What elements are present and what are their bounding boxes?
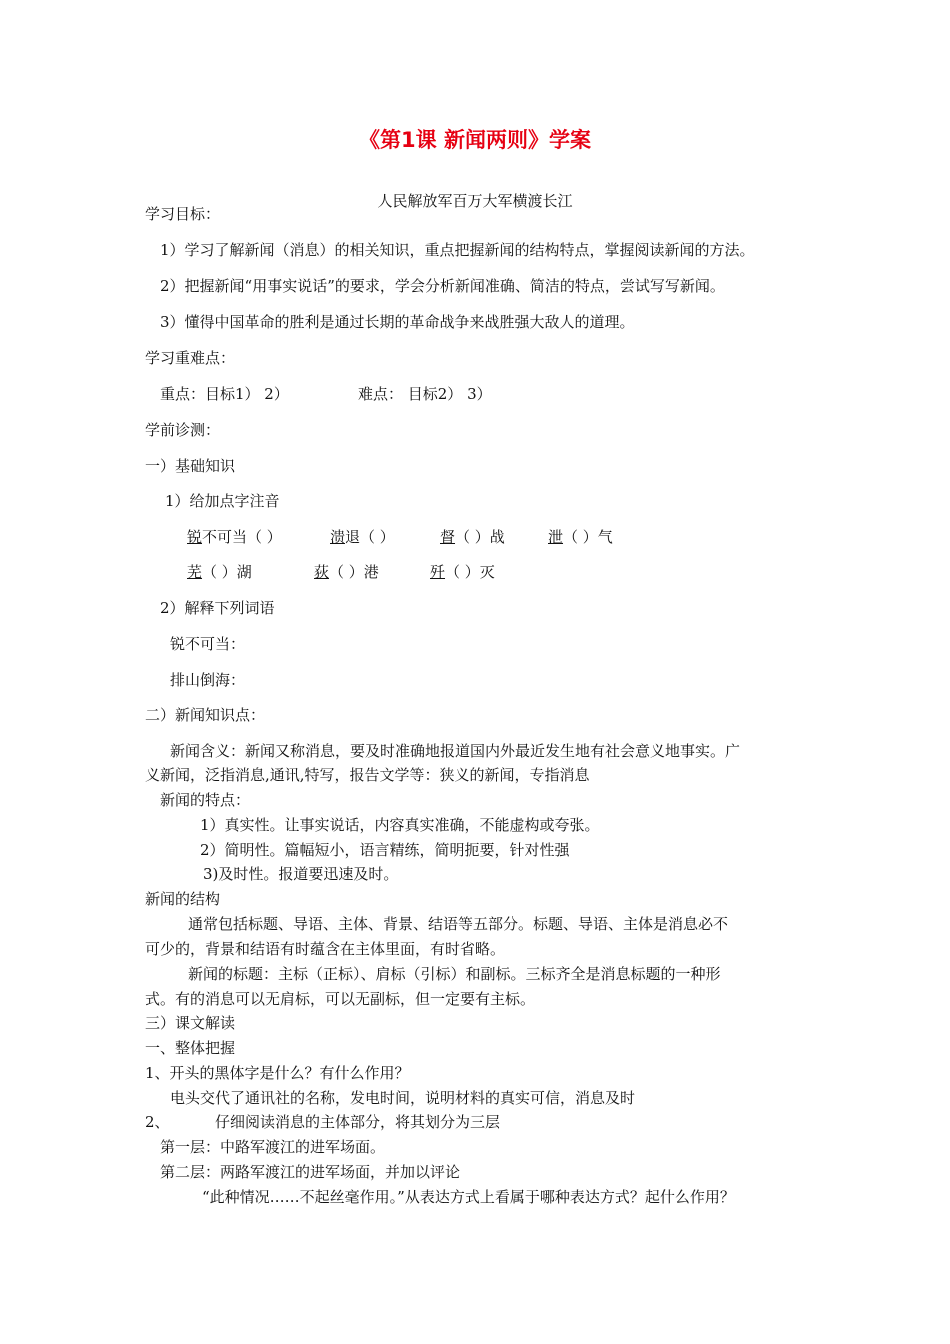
question-3: “此种情况……不起丝毫作用。”从表达方式上看属于哪种表达方式？起什么作用？: [202, 1188, 735, 1206]
dotted-char: 督: [440, 528, 456, 546]
dotted-char: 锐: [187, 528, 203, 546]
goal-item: 2）把握新闻“用事实说话”的要求，学会分析新闻准确、简洁的特点，尝试写写新闻。: [160, 277, 725, 295]
difficult-point: 难点： 目标2） 3）: [358, 385, 492, 403]
document-title: 《第1课 新闻两则》学案: [359, 128, 591, 152]
reading-heading: 三）课文解读: [145, 1014, 236, 1032]
pinyin-item: 歼（ ）灭: [430, 563, 495, 581]
key-points-heading: 学习重难点：: [145, 349, 236, 367]
pinyin-heading: 1）给加点字注音: [165, 492, 280, 510]
basic-knowledge-heading: 一）基础知识: [145, 457, 236, 475]
question-2: 仔细阅读消息的主体部分，将其划分为三层: [215, 1113, 501, 1131]
structure-text: 可少的，背景和结语有时蕴含在主体里面，有时省略。: [145, 940, 506, 958]
features-heading: 新闻的特点：: [160, 791, 251, 809]
headline-text: 新闻的标题：主标（正标）、肩标（引标）和副标。三标齐全是消息标题的一种形: [188, 965, 721, 983]
layer-2: 第二层：两路军渡江的进军场面，并加以评论: [160, 1163, 461, 1181]
news-definition: 义新闻，泛指消息,通讯,特写，报告文学等：狭义的新闻，专指消息: [145, 766, 590, 784]
pinyin-item: 芜（ ）湖: [187, 563, 252, 581]
dotted-char: 泄: [548, 528, 564, 546]
structure-heading: 新闻的结构: [145, 890, 221, 908]
question-1: 1、开头的黑体字是什么？有什么作用？: [145, 1064, 410, 1082]
goals-heading: 学习目标：: [145, 205, 221, 223]
explain-heading: 2）解释下列词语: [160, 599, 275, 617]
pinyin-item: 泄（ ）气: [548, 528, 613, 546]
headline-text: 式。有的消息可以无肩标，可以无副标，但一定要有主标。: [145, 990, 536, 1008]
news-definition: 新闻含义：新闻又称消息，要及时准确地报道国内外最近发生地有社会意义地事实。广: [170, 742, 741, 760]
pretest-heading: 学前诊测：: [145, 421, 221, 439]
dotted-char: 溃: [330, 528, 346, 546]
question-2-number: 2、: [145, 1113, 170, 1131]
goal-item: 1）学习了解新闻（消息）的相关知识，重点把握新闻的结构特点，掌握阅读新闻的方法。: [160, 241, 755, 259]
feature-item: 2）简明性。篇幅短小，语言精练，简明扼要，针对性强: [200, 841, 570, 859]
key-point: 重点：目标1） 2）: [160, 385, 289, 403]
pinyin-item: 溃退（ ）: [330, 528, 395, 546]
dotted-char: 歼: [430, 563, 446, 581]
structure-text: 通常包括标题、导语、主体、背景、结语等五部分。标题、导语、主体是消息必不: [188, 915, 729, 933]
dotted-char: 荻: [314, 563, 330, 581]
goal-item: 3）懂得中国革命的胜利是通过长期的革命战争来战胜强大敌人的道理。: [160, 313, 635, 331]
pinyin-item: 锐不可当（ ）: [187, 528, 282, 546]
news-knowledge-heading: 二）新闻知识点：: [145, 706, 266, 724]
pinyin-item: 荻（ ）港: [314, 563, 379, 581]
pinyin-item: 督（ ）战: [440, 528, 505, 546]
dotted-char: 芜: [187, 563, 203, 581]
explain-item: 锐不可当：: [170, 635, 246, 653]
feature-item: 3)及时性。报道要迅速及时。: [203, 865, 399, 883]
explain-item: 排山倒海：: [170, 671, 246, 689]
feature-item: 1）真实性。让事实说话，内容真实准确，不能虚构或夸张。: [200, 816, 600, 834]
layer-1: 第一层：中路军渡江的进军场面。: [160, 1138, 386, 1156]
article-subtitle: 人民解放军百万大军横渡长江: [377, 192, 573, 210]
answer-1: 电头交代了通讯社的名称，发电时间，说明材料的真实可信，消息及时: [170, 1089, 636, 1107]
overall-heading: 一、整体把握: [145, 1039, 236, 1057]
